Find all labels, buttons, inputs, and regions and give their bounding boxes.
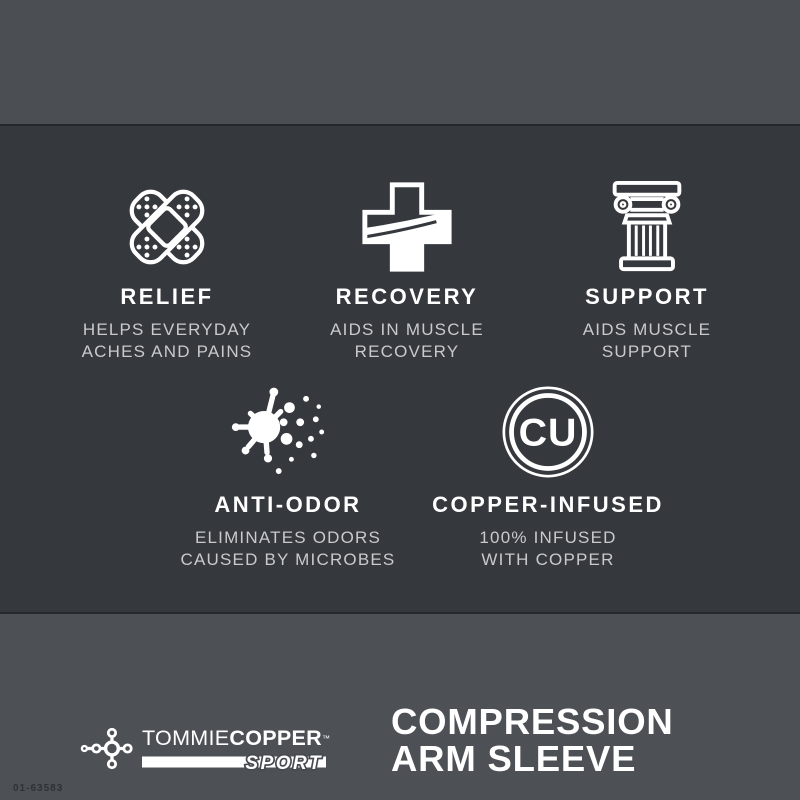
sport-banner (142, 749, 326, 775)
bandage-icon (47, 174, 287, 280)
brand-logo (78, 721, 330, 775)
medical-cross-icon (287, 174, 527, 280)
feature-recovery (287, 174, 527, 363)
feature-copper-infused (423, 382, 673, 571)
feature-relief (47, 174, 287, 363)
feature-relief-desc: HELPS EVERYDAY ACHES AND PAINS (81, 320, 253, 361)
feature-recovery-label: RECOVERY (335, 284, 479, 309)
feature-anti-odor-label: ANTI-ODOR (214, 492, 362, 517)
top-band (0, 0, 800, 124)
sku-number: 01-63583 (13, 783, 64, 794)
product-title-line1: COMPRESSION (391, 701, 674, 742)
feature-support-label: SUPPORT (585, 284, 709, 309)
brand-word-tommie: TOMMIE (142, 726, 230, 750)
microbe-icon (163, 382, 413, 482)
feature-relief-label: RELIEF (120, 284, 214, 309)
copper-molecule-icon (78, 723, 134, 774)
product-title (391, 703, 674, 777)
brand-word-copper: COPPER (229, 726, 323, 750)
feature-copper-infused-label: COPPER-INFUSED (432, 492, 664, 517)
features-row-2 (18, 382, 800, 571)
cu-badge-text: CU (518, 410, 578, 455)
brand-wordmark (142, 721, 330, 775)
cu-badge-icon (423, 382, 673, 482)
column-icon (527, 174, 767, 280)
feature-anti-odor (163, 382, 413, 571)
feature-anti-odor-desc: ELIMINATES ODORS CAUSED BY MICROBES (180, 528, 396, 569)
product-title-line2: ARM SLEEVE (391, 738, 637, 779)
feature-support-desc: AIDS MUSCLE SUPPORT (582, 320, 712, 361)
feature-recovery-desc: AIDS IN MUSCLE RECOVERY (330, 320, 484, 361)
trademark-symbol: ™ (322, 734, 331, 743)
features-row-1 (47, 174, 767, 363)
feature-copper-infused-desc: 100% INFUSED WITH COPPER (479, 528, 617, 569)
feature-support (527, 174, 767, 363)
sport-label: SPORT (245, 753, 323, 774)
